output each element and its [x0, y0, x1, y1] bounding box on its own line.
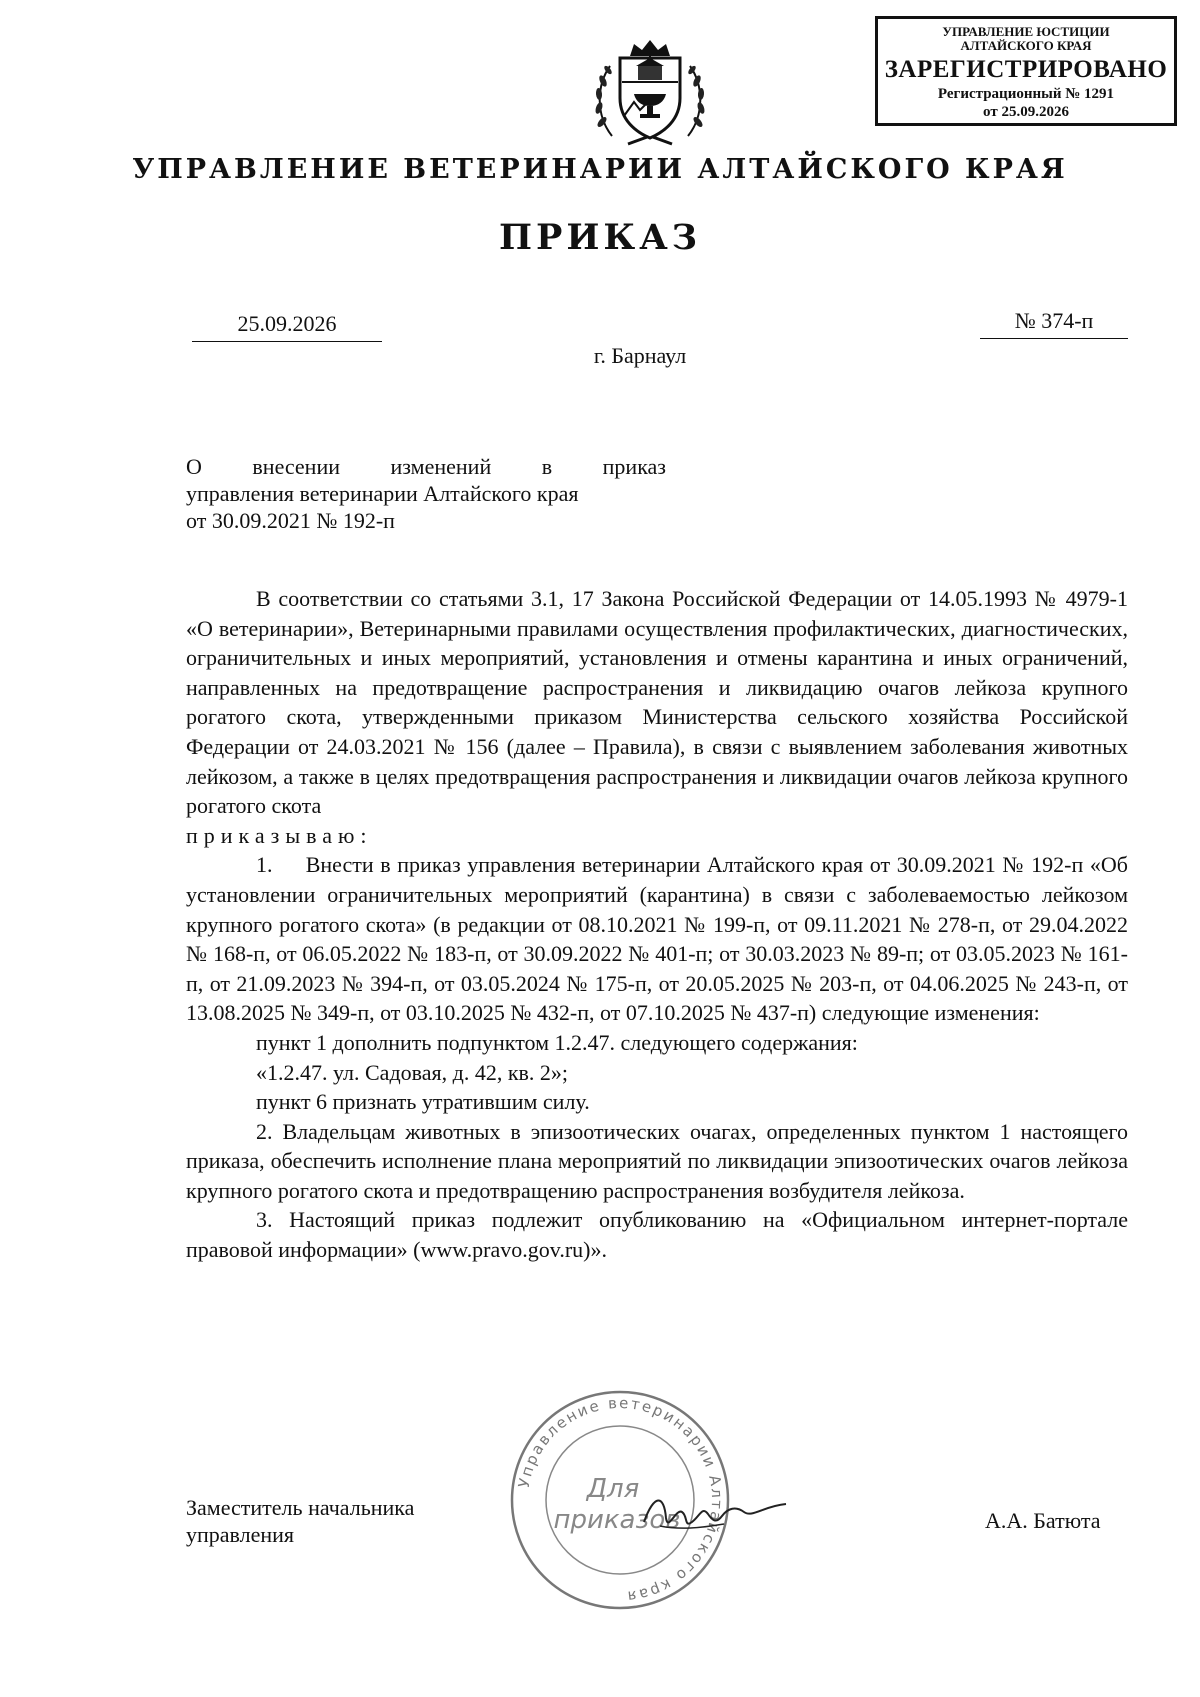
preamble: В соответствии со статьями 3.1, 17 Закона Российской Федерации от 14.05.1993 № 4979-1 «О ветеринарии», Ветеринарными правилами осуществления профилактических, диагностических, ограничительных и иных мероприятий, установления и отмены карантина и иных ограничений, направленных на предотвращение распространения и ликвидацию очагов лейкоза крупного рогатого скота, утвержденными приказом Министерства сельского хозяйства Российской Федерации от 24.03.2021 № 156 (далее – Правила), в связи с выявлением заболевания животных лейкозом, а также в целях предотвращения распространения и ликвидации очагов лейкоза крупного рогатого скота	[186, 586, 1128, 819]
stamp-status: ЗАРЕГИСТРИРОВАНО	[884, 56, 1168, 83]
item-1-subitem-b: «1.2.47. ул. Садовая, д. 42, кв. 2»;	[256, 1059, 569, 1085]
stamp-reg-number: Регистрационный № 1291	[937, 86, 1115, 102]
order-word: приказываю:	[186, 822, 373, 848]
subject-line3: от 30.09.2021 № 192-п	[186, 508, 395, 533]
signatory-name: А.А. Батюта	[985, 1508, 1101, 1533]
signatory-position-line1: Заместитель начальника	[186, 1495, 415, 1520]
order-subject	[186, 453, 666, 534]
document-type: ПРИКАЗ	[498, 217, 702, 258]
signatory-position-line2: управления	[186, 1522, 295, 1547]
stamp-reg-date: от 25.09.2026	[983, 104, 1069, 120]
order-date: 25.09.2026	[192, 311, 382, 342]
city: г. Барнаул	[593, 343, 687, 368]
subject-line1: О внесении изменений в приказ	[186, 454, 666, 479]
signatory-position	[186, 1494, 414, 1548]
order-number: № 374-п	[980, 308, 1128, 339]
stamp-authority-line2: АЛТАЙСКОГО КРАЯ	[960, 38, 1092, 53]
item-1-subitem-a: пункт 1 дополнить подпунктом 1.2.47. следующего содержания:	[256, 1029, 858, 1055]
seal-center-line2: приказов	[553, 1505, 681, 1535]
item-3: 3. Настоящий приказ подлежит опубликованию на «Официальном интернет-портале правовой информации» (www.pravo.gov.ru)».	[186, 1207, 1128, 1263]
registration-stamp	[875, 16, 1177, 126]
stamp-authority-line1: УПРАВЛЕНИЕ ЮСТИЦИИ	[942, 24, 1110, 39]
seal-center-line1: Для	[586, 1474, 640, 1504]
subject-line2: управления ветеринарии Алтайского края	[186, 481, 579, 506]
organization-title: УПРАВЛЕНИЕ ВЕТЕРИНАРИИ АЛТАЙСКОГО КРАЯ	[132, 154, 1068, 185]
handwritten-signature-icon	[640, 1488, 790, 1538]
coat-of-arms-icon	[590, 36, 710, 156]
order-body	[186, 584, 1128, 1265]
item-1-subitem-c: пункт 6 признать утратившим силу.	[256, 1089, 590, 1115]
item-2: 2. Владельцам животных в эпизоотических очагах, определенных пунктом 1 настоящего приказа, обеспечить исполнение плана мероприятий по ликвидации эпизоотических очагов лейкоза крупного рогатого скота и предотвращению распространения возбудителя лейкоза.	[186, 1118, 1128, 1203]
item-1: 1. Внести в приказ управления ветеринарии Алтайского края от 30.09.2021 № 192-п «Об установлении ограничительных мероприятий (карантина) в связи с заболеваемостью лейкозом крупного рогатого скота» (в редакции от 08.10.2021 № 199-п, от 09.11.2021 № 278-п, от 29.04.2022 № 168-п, от 06.05.2022 № 183-п, от 30.09.2022 № 401-п; от 30.03.2023 № 89-п; от 03.05.2023 № 161-п, от 21.09.2023 № 394-п, от 03.05.2024 № 175-п, от 20.05.2025 № 203-п, от 04.06.2025 № 243-п, от 13.08.2025 № 349-п, от 03.10.2025 № 432-п, от 07.10.2025 № 437-п) следующие изменения:	[186, 852, 1128, 1026]
seal-ring-text: Управление ветеринарии Алтайского края	[514, 1393, 727, 1606]
